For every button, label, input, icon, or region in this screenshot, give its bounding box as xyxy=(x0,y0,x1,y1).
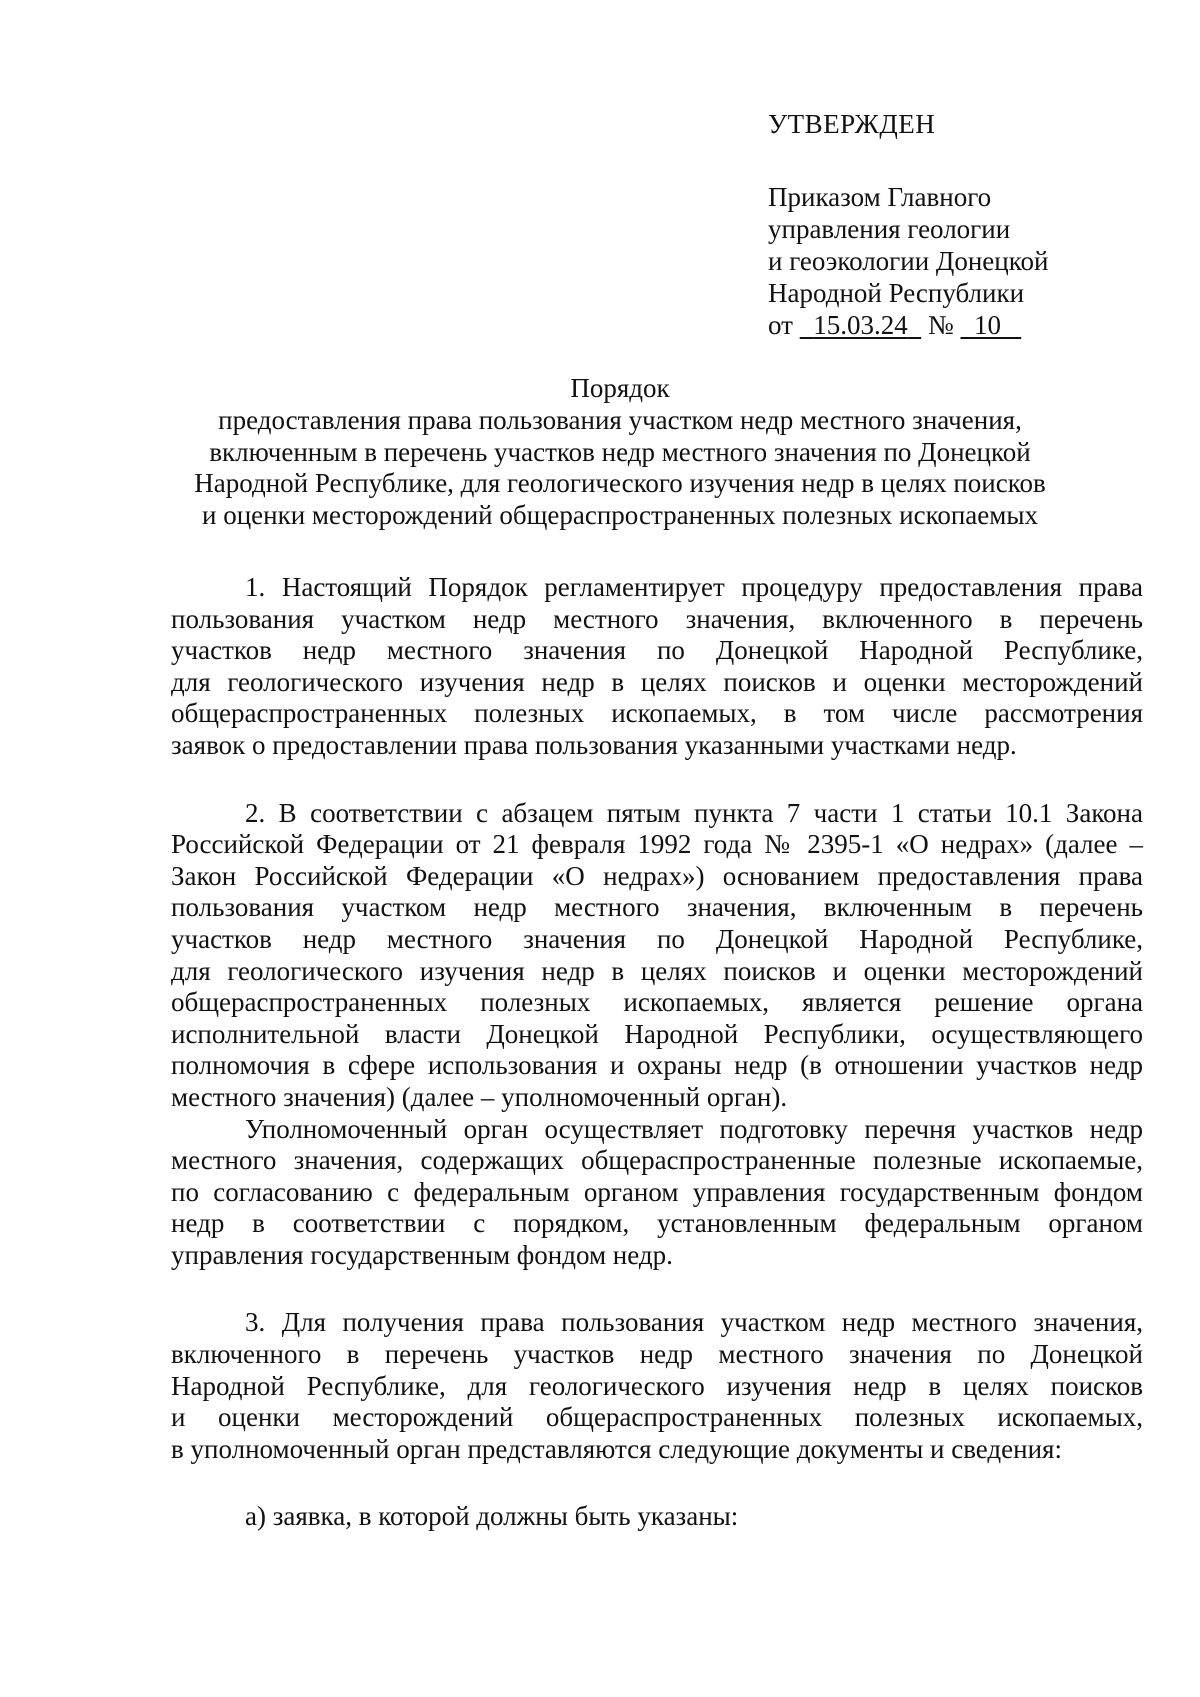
text-line: пользования участком недр местного значения, включенным в перечень xyxy=(171,892,1143,923)
title-line: Народной Республике, для геологического изучения недр в целях поисков xyxy=(194,468,1046,499)
order-number: 10 xyxy=(973,310,1001,340)
text-line: заявок о предоставлении права пользования указанными участками недр. xyxy=(171,729,1017,760)
document-title xyxy=(170,373,1070,532)
text-line: участков недр местного значения по Донецкой Народной Республике, xyxy=(171,635,1143,666)
order-prefix: от xyxy=(768,310,793,340)
text-line: Закон Российской Федерации «О недрах») основанием предоставления права xyxy=(171,860,1143,891)
title-line: включенным в перечень участков недр местного значения по Донецкой xyxy=(209,436,1031,467)
text-line: общераспространенных полезных ископаемых, является решение органа xyxy=(171,987,1143,1018)
paragraph-3a xyxy=(171,1501,1143,1533)
approval-block xyxy=(768,108,1148,341)
paragraph-2-continuation xyxy=(171,1114,1143,1272)
title-line: и оценки месторождений общераспространенных полезных ископаемых xyxy=(202,500,1038,531)
number-sign: № xyxy=(927,310,954,340)
text-line: Народной Республике, для геологического изучения недр в целях поисков xyxy=(171,1370,1143,1401)
text-line: и оценки месторождений общераспространенных полезных ископаемых, xyxy=(171,1402,1143,1433)
order-date-number xyxy=(768,309,1148,341)
text-line: 3. Для получения права пользования участком недр местного значения, xyxy=(245,1307,1143,1338)
approval-line: управления геологии xyxy=(768,214,1011,244)
paragraph-2 xyxy=(171,798,1143,1114)
text-line: Российской Федерации от 21 февраля 1992 года № 2395-1 «О недрах» (далее – xyxy=(171,829,1143,860)
text-line: недр в соответствии с порядком, установленным федеральным органом xyxy=(171,1208,1143,1239)
approval-line: и геоэкологии Донецкой xyxy=(768,246,1049,276)
text-line: полномочия в сфере использования и охраны недр (в отношении участков недр xyxy=(171,1050,1143,1081)
text-line: 1. Настоящий Порядок регламентирует процедуру предоставления права xyxy=(245,572,1143,602)
title-main: Порядок xyxy=(570,373,670,403)
text-line: местного значения) (далее – уполномоченный орган). xyxy=(171,1081,788,1112)
order-date: 15.03.24 xyxy=(813,310,908,340)
text-line: исполнительной власти Донецкой Народной Республики, осуществляющего xyxy=(171,1018,1143,1049)
text-line: 2. В соответствии с абзацем пятым пункта 7 части 1 статьи 10.1 Закона xyxy=(245,797,1143,828)
text-line: пользования участком недр местного значения, включенного в перечень xyxy=(171,603,1143,634)
text-line: для геологического изучения недр в целях поисков и оценки месторождений xyxy=(171,955,1143,986)
text-line: по согласованию с федеральным органом управления государственным фондом xyxy=(171,1176,1143,1207)
text-line: участков недр местного значения по Донецкой Народной Республике, xyxy=(171,923,1143,954)
text-line: Уполномоченный орган осуществляет подготовку перечня участков недр xyxy=(245,1113,1143,1144)
text-line: местного значения, содержащих общераспространенные полезные ископаемые, xyxy=(171,1145,1143,1176)
approval-heading: УТВЕРЖДЕН xyxy=(768,109,936,139)
text-line: в уполномоченный орган представляются следующие документы и сведения: xyxy=(171,1433,1062,1464)
paragraph-3 xyxy=(171,1307,1143,1465)
approval-line: Приказом Главного xyxy=(768,182,992,212)
text-line: а) заявка, в которой должны быть указаны: xyxy=(245,1501,739,1532)
text-line: включенного в перечень участков недр местного значения по Донецкой xyxy=(171,1339,1143,1370)
text-line: для геологического изучения недр в целях поисков и оценки месторождений xyxy=(171,666,1143,697)
title-line: предоставления права пользования участком недр местного значения, xyxy=(218,404,1022,435)
document-body xyxy=(171,572,1143,1533)
text-line: управления государственным фондом недр. xyxy=(171,1239,673,1270)
text-line: общераспространенных полезных ископаемых, в том числе рассмотрения xyxy=(171,698,1143,729)
paragraph-1 xyxy=(171,572,1143,762)
approval-line: Народной Республики xyxy=(768,278,1025,308)
